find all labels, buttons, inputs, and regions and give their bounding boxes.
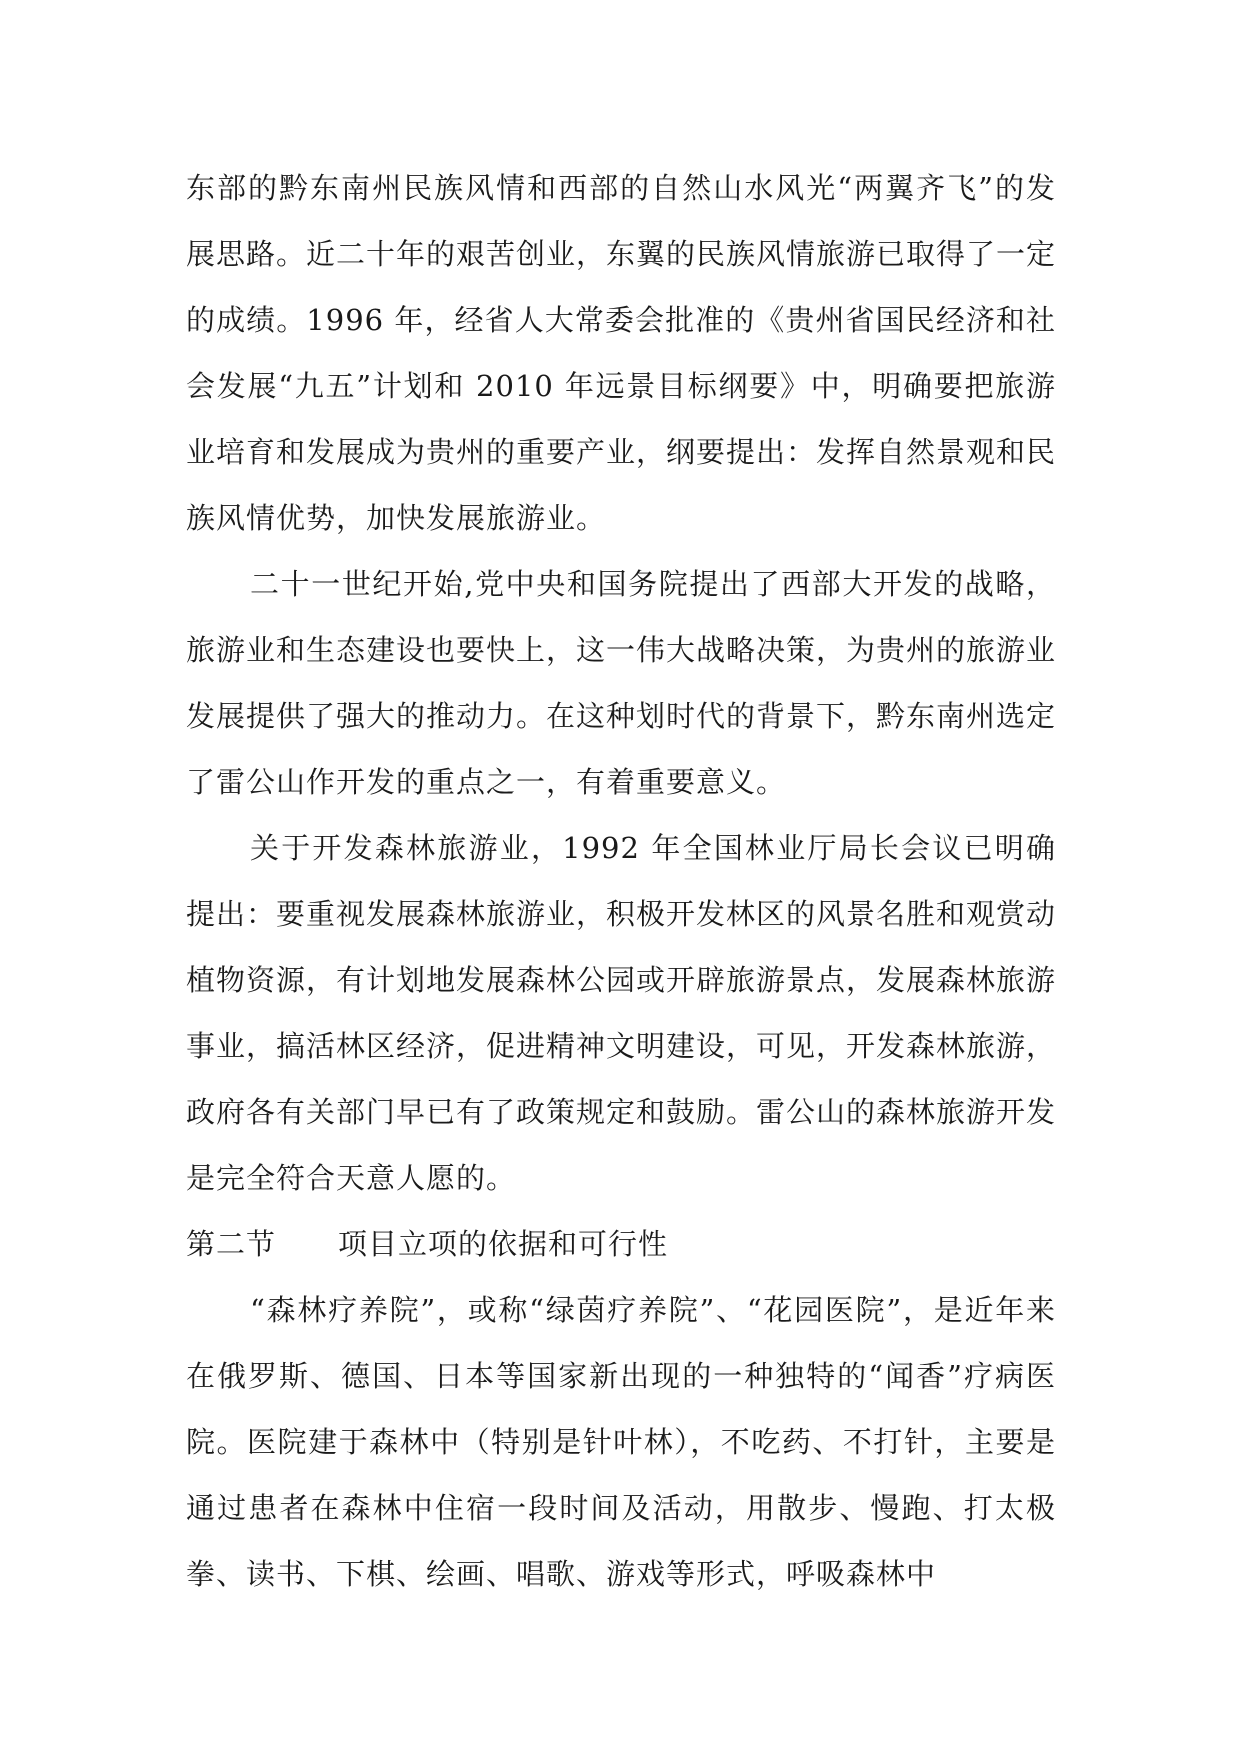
document-body [186,155,1056,1607]
paragraph-tourism-strategy: 东部的黔东南州民族风情和西部的自然山水风光“两翼齐飞”的发展思路。近二十年的艰苦创业，东翼的民族风情旅游已取得了一定的成绩。1996 年，经省人大常委会批准的《贵州省国民经济和社会发展“九五”计划和 2010 年远景目标纲要》中，明确要把旅游业培育和发展成为贵州的重要产业，纲要提出：发挥自然景观和民族风情优势，加快发展旅游业。 [186,171,1057,535]
section-heading [186,1211,1056,1277]
paragraph-forest-sanatorium: “森林疗养院”，或称“绿茵疗养院”、“花园医院”，是近年来在俄罗斯、德国、日本等国家新出现的一种独特的“闻香”疗病医院。医院建于森林中（特别是针叶林），不吃药、不打针，主要是通过患者在森林中住宿一段时间及活动，用散步、慢跑、打太极拳、读书、下棋、绘画、唱歌、游戏等形式，呼吸森林中 [186,1293,1056,1591]
paragraph-forest-tourism-policy: 关于开发森林旅游业，1992 年全国林业厅局长会议已明确提出：要重视发展森林旅游业，积极开发林区的风景名胜和观赏动植物资源，有计划地发展森林公园或开辟旅游景点，发展森林旅游事业，搞活林区经济，促进精神文明建设，可见，开发森林旅游，政府各有关部门早已有了政策规定和鼓励。雷公山的森林旅游开发是完全符合天意人愿的。 [186,831,1057,1195]
paragraph-western-development: 二十一世纪开始,党中央和国务院提出了西部大开发的战略，旅游业和生态建设也要快上，这一伟大战略决策，为贵州的旅游业发展提供了强大的推动力。在这种划时代的背景下，黔东南州选定了雷公山作开发的重点之一，有着重要意义。 [186,567,1057,799]
section-title: 项目立项的依据和可行性 [338,1227,669,1261]
section-number: 第二节 [186,1227,277,1261]
